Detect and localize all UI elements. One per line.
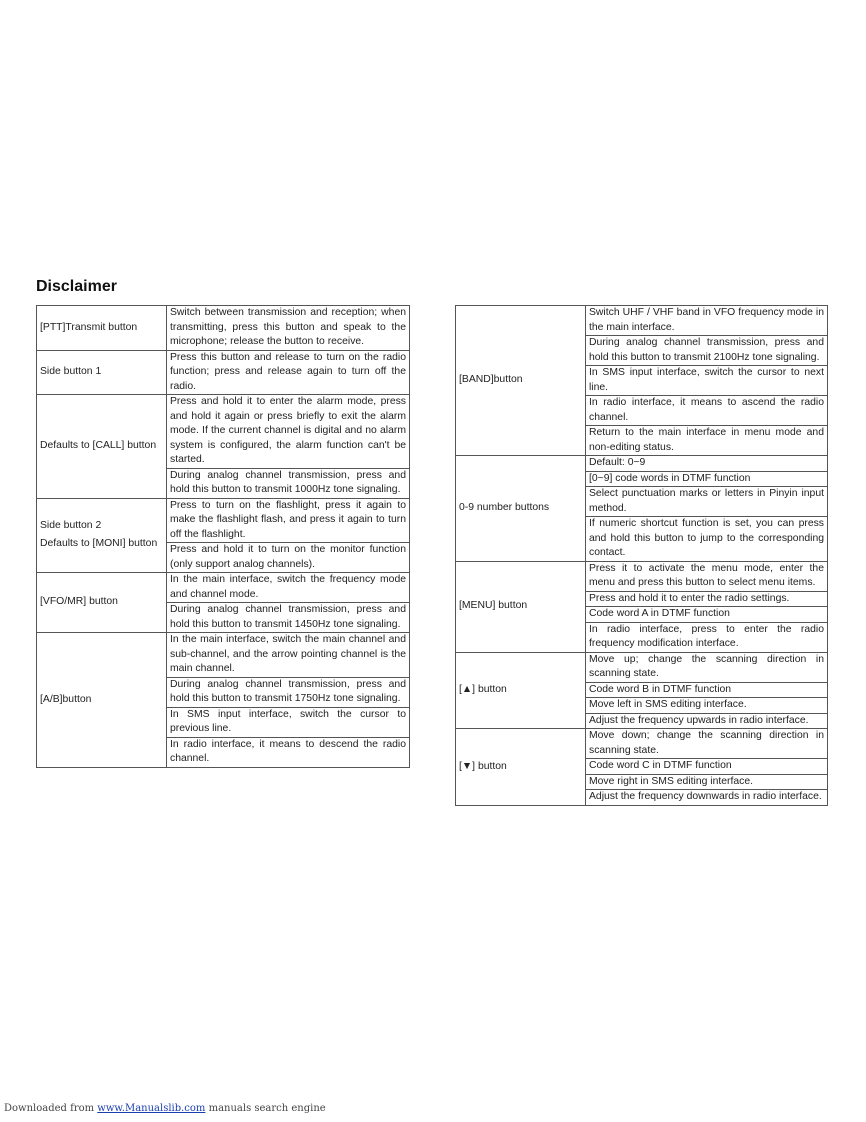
- function-description: If numeric shortcut function is set, you can press and hold this button to jump to the corresponding contact.: [586, 517, 828, 562]
- button-name: Side button 1: [40, 366, 102, 377]
- function-description: In SMS input interface, switch the cursor to next line.: [586, 366, 828, 396]
- button-functions-table-right: [455, 305, 828, 806]
- function-description: Press and hold it to turn on the monitor function (only support analog channels).: [167, 543, 410, 573]
- button-name-cell: [37, 498, 167, 573]
- function-description: In radio interface, it means to ascend the radio channel.: [586, 396, 828, 426]
- table-row: [37, 350, 410, 395]
- function-description: Press and hold it to enter the alarm mode, press and hold it again or press briefly to exit the alarm mode. If the current channel is digital and no alarm system is configured, the alarm function can't be started.: [167, 395, 410, 469]
- function-description: In the main interface, switch the main channel and sub-channel, and the arrow pointing channel is the main channel.: [167, 633, 410, 678]
- table-row: [456, 729, 828, 759]
- table-row: [456, 456, 828, 472]
- button-name-cell: [456, 729, 586, 806]
- function-description: Press it to activate the menu mode, enter the menu and press this button to select menu items.: [586, 561, 828, 591]
- footer-prefix: Downloaded from: [4, 1103, 98, 1114]
- function-description: Select punctuation marks or letters in Pinyin input method.: [586, 487, 828, 517]
- function-description: During analog channel transmission, press and hold this button to transmit 1000Hz tone signaling.: [167, 468, 410, 498]
- function-description: [0~9] code words in DTMF function: [586, 471, 828, 487]
- button-name: [BAND]button: [459, 374, 523, 386]
- function-description: Press to turn on the flashlight, press it again to make the flashlight flash, and press it again to turn off the flashlight.: [167, 498, 410, 543]
- function-description: Adjust the frequency downwards in radio interface.: [586, 790, 828, 806]
- function-description: Press and hold it to enter the radio settings.: [586, 591, 828, 607]
- function-description: In radio interface, it means to descend the radio channel.: [167, 737, 410, 767]
- table-row: [456, 306, 828, 336]
- function-description: In radio interface, press to enter the radio frequency modification interface.: [586, 622, 828, 652]
- function-description: Move up; change the scanning direction in scanning state.: [586, 652, 828, 682]
- button-name: Defaults to [CALL] button: [40, 440, 157, 451]
- button-name-cell: [456, 561, 586, 652]
- function-description: Default: 0~9: [586, 456, 828, 472]
- function-description: Switch UHF / VHF band in VFO frequency mode in the main interface.: [586, 306, 828, 336]
- footer: [4, 1103, 326, 1114]
- function-description: Switch between transmission and reception; when transmitting, press this button and speak to the microphone; release the button to receive.: [167, 306, 410, 351]
- function-description: Adjust the frequency upwards in radio interface.: [586, 713, 828, 729]
- page-title: Disclaimer: [36, 278, 117, 295]
- function-description: During analog channel transmission, press and hold this button to transmit 1450Hz tone signaling.: [167, 603, 410, 633]
- table-row: [456, 561, 828, 591]
- table-row: [37, 498, 410, 543]
- button-name: [A/B]button: [40, 693, 92, 705]
- function-description: During analog channel transmission, press and hold this button to transmit 1750Hz tone signaling.: [167, 677, 410, 707]
- table-row: [456, 652, 828, 682]
- button-name: Side button 2: [40, 519, 102, 531]
- button-name: [▼] button: [459, 760, 507, 772]
- function-description: During analog channel transmission, press and hold this button to transmit 2100Hz tone signaling.: [586, 336, 828, 366]
- button-name-cell: [37, 395, 167, 499]
- button-name-cell: [456, 456, 586, 562]
- function-description: Code word C in DTMF function: [586, 759, 828, 775]
- button-name-cell: [37, 306, 167, 351]
- button-functions-table-left: [36, 305, 410, 768]
- function-description: In SMS input interface, switch the cursor to previous line.: [167, 707, 410, 737]
- table-row: [37, 395, 410, 469]
- function-description: Move right in SMS editing interface.: [586, 774, 828, 790]
- table-body-left: [37, 306, 410, 768]
- footer-suffix: manuals search engine: [205, 1103, 326, 1114]
- function-description: Move left in SMS editing interface.: [586, 698, 828, 714]
- button-name-cell: [456, 306, 586, 456]
- function-description: Press this button and release to turn on the radio function; press and release again to turn off the radio.: [167, 350, 410, 395]
- table-row: [37, 633, 410, 678]
- function-description: In the main interface, switch the frequency mode and channel mode.: [167, 573, 410, 603]
- button-name-cell: [37, 633, 167, 768]
- button-name-cell: [37, 573, 167, 633]
- button-default-name: Defaults to [MONI] button: [40, 538, 158, 550]
- manualslib-link[interactable]: www.Manualslib.com: [97, 1103, 206, 1114]
- function-description: Return to the main interface in menu mode and non-editing status.: [586, 426, 828, 456]
- table-row: [37, 573, 410, 603]
- button-name: [MENU] button: [459, 600, 528, 612]
- function-description: Code word B in DTMF function: [586, 682, 828, 698]
- button-name-cell: [37, 350, 167, 395]
- button-name: [PTT]Transmit button: [40, 321, 138, 333]
- button-name: 0-9 number buttons: [459, 502, 550, 513]
- function-description: Move down; change the scanning direction in scanning state.: [586, 729, 828, 759]
- function-description: Code word A in DTMF function: [586, 607, 828, 623]
- button-name-cell: [456, 652, 586, 729]
- button-name: [VFO/MR] button: [40, 596, 118, 608]
- table-row: [37, 306, 410, 351]
- button-name: [▲] button: [459, 684, 507, 695]
- table-body-right: [456, 306, 828, 806]
